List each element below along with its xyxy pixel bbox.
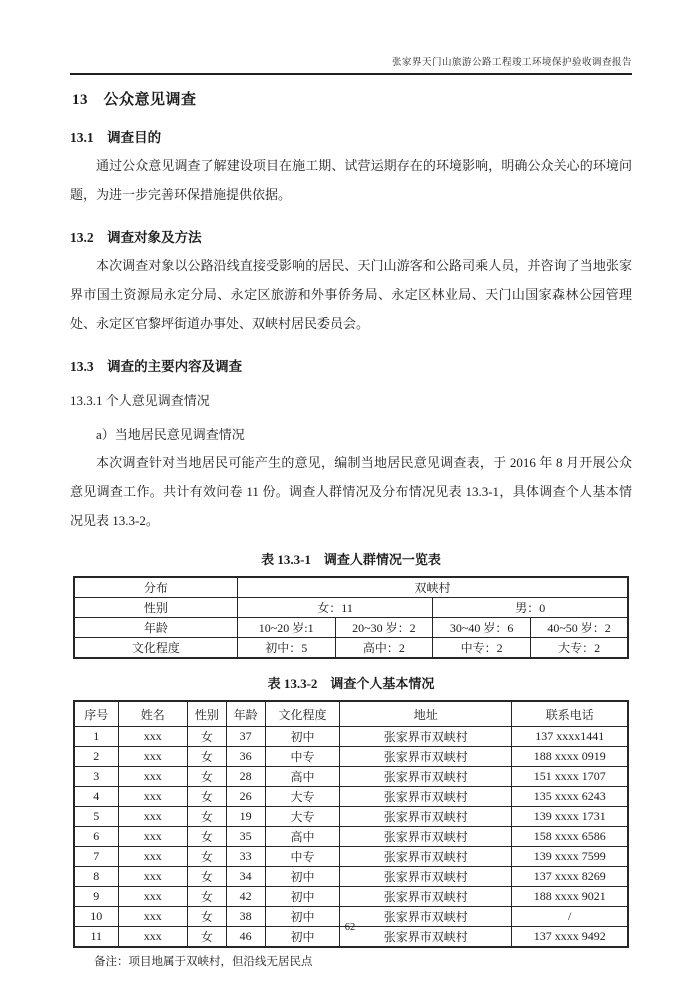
- table-cell: 9: [74, 887, 118, 907]
- table-cell: 1: [74, 727, 118, 747]
- subsection-heading-13-3-1: 13.3.1 个人意见调查情况: [70, 393, 210, 408]
- table-row: [74, 577, 628, 598]
- table-cell: 分布: [74, 577, 238, 598]
- page-number: 62: [344, 922, 356, 933]
- table-cell: 46: [226, 927, 265, 948]
- table-cell: 初中: [265, 867, 340, 887]
- table-13-3-1: [73, 576, 629, 659]
- table-cell: 中专：2: [433, 638, 531, 659]
- table-cell: 大专: [265, 787, 340, 807]
- table-cell: 张家界市双峡村: [340, 927, 512, 948]
- table-cell: 高中: [265, 827, 340, 847]
- table-cell: 女: [187, 747, 226, 767]
- page-header-title: 张家界天门山旅游公路工程竣工环境保护验收调查报告: [70, 54, 632, 75]
- table-cell: 初中: [265, 907, 340, 927]
- table-cell: 张家界市双峡村: [340, 827, 512, 847]
- table-cell: 137 xxxx1441: [512, 727, 628, 747]
- table-cell: 女: [187, 887, 226, 907]
- table-row: [74, 747, 628, 767]
- table-row: [74, 867, 628, 887]
- section-heading-13: 13 公众意见调查: [72, 92, 197, 108]
- table-cell: 33: [226, 847, 265, 867]
- table-row: [74, 847, 628, 867]
- table-cell: xxx: [118, 787, 187, 807]
- table-cell: 4: [74, 787, 118, 807]
- table-cell: 10~20 岁:1: [237, 618, 335, 638]
- table-cell: 26: [226, 787, 265, 807]
- table-cell: xxx: [118, 887, 187, 907]
- table-cell: 2: [74, 747, 118, 767]
- table-cell: 双峡村: [237, 577, 628, 598]
- table-cell: xxx: [118, 727, 187, 747]
- table-cell: xxx: [118, 867, 187, 887]
- table-row: [74, 598, 628, 618]
- table-cell: 137 xxxx 8269: [512, 867, 628, 887]
- table-row: [74, 727, 628, 747]
- table-cell: 40~50 岁：2: [530, 618, 628, 638]
- table-cell: 初中: [265, 927, 340, 948]
- paragraph-13-1: 通过公众意见调查了解建设项目在施工期、试营运期存在的环境影响，明确公众关心的环境问题，为进一步完善环保措施提供依据。: [70, 158, 632, 202]
- table-cell: 初中：5: [237, 638, 335, 659]
- table-cell: 30~40 岁：6: [433, 618, 531, 638]
- table-cell: 19: [226, 807, 265, 827]
- table-13-3-2-title: 表 13.3-2 调查个人基本情况: [267, 676, 435, 691]
- table-cell: 张家界市双峡村: [340, 747, 512, 767]
- table-cell: 28: [226, 767, 265, 787]
- table-cell: 男：0: [433, 598, 628, 618]
- table-cell: 36: [226, 747, 265, 767]
- table-cell: 11: [74, 927, 118, 948]
- table-cell: 张家界市双峡村: [340, 807, 512, 827]
- section-heading-13-2: 13.2 调查对象及方法: [70, 230, 202, 245]
- table-cell: 135 xxxx 6243: [512, 787, 628, 807]
- table-cell: 张家界市双峡村: [340, 787, 512, 807]
- table-cell: xxx: [118, 747, 187, 767]
- table-cell: 137 xxxx 9492: [512, 927, 628, 948]
- table-cell: 38: [226, 907, 265, 927]
- table-cell: 大专：2: [530, 638, 628, 659]
- table-cell: 8: [74, 867, 118, 887]
- table-cell: xxx: [118, 767, 187, 787]
- table-cell: 7: [74, 847, 118, 867]
- header-cell: 姓名: [118, 701, 187, 727]
- table-cell: 158 xxxx 6586: [512, 827, 628, 847]
- header-cell: 地址: [340, 701, 512, 727]
- table-row: [74, 807, 628, 827]
- table-row: [74, 787, 628, 807]
- table-cell: 张家界市双峡村: [340, 887, 512, 907]
- table-cell: 女: [187, 827, 226, 847]
- table-cell: 5: [74, 807, 118, 827]
- table-cell: 37: [226, 727, 265, 747]
- table-cell: 女: [187, 927, 226, 948]
- table-cell: xxx: [118, 907, 187, 927]
- table-cell: 张家界市双峡村: [340, 907, 512, 927]
- table-row: [74, 827, 628, 847]
- header-cell: 序号: [74, 701, 118, 727]
- table-cell: 女: [187, 847, 226, 867]
- table-row: [74, 618, 628, 638]
- table-cell: 女: [187, 907, 226, 927]
- table-cell: 20~30 岁：2: [335, 618, 433, 638]
- table-cell: 大专: [265, 807, 340, 827]
- table-cell: 35: [226, 827, 265, 847]
- table-cell: 139 xxxx 1731: [512, 807, 628, 827]
- table-cell: 3: [74, 767, 118, 787]
- table-cell: 女: [187, 807, 226, 827]
- table-header-row: [74, 701, 628, 727]
- table-cell: xxx: [118, 827, 187, 847]
- subsection-heading-a: a）当地居民意见调查情况: [96, 427, 245, 442]
- table-cell: 女: [187, 787, 226, 807]
- page-content: [70, 86, 632, 969]
- table-cell: xxx: [118, 927, 187, 948]
- header-cell: 文化程度: [265, 701, 340, 727]
- section-heading-13-1: 13.1 调查目的: [70, 130, 162, 145]
- table-cell: 女: [187, 727, 226, 747]
- table-13-3-1-title: 表 13.3-1 调查人群情况一览表: [261, 552, 441, 567]
- table-cell: 10: [74, 907, 118, 927]
- table-cell: 6: [74, 827, 118, 847]
- header-cell: 年龄: [226, 701, 265, 727]
- table-cell: xxx: [118, 807, 187, 827]
- header-cell: 联系电话: [512, 701, 628, 727]
- section-heading-13-3: 13.3 调查的主要内容及调查: [70, 359, 243, 374]
- table-row: [74, 638, 628, 659]
- table-cell: 初中: [265, 887, 340, 907]
- header-cell: 性别: [187, 701, 226, 727]
- table-cell: 女: [187, 767, 226, 787]
- table-cell: 张家界市双峡村: [340, 867, 512, 887]
- paragraph-13-2: 本次调查对象以公路沿线直接受影响的居民、天门山游客和公路司乘人员，并咨询了当地张家界市国土资源局永定分局、永定区旅游和外事侨务局、永定区林业局、天门山国家森林公园管理处、永定区官黎坪街道办事处、双峡村居民委员会。: [70, 258, 632, 331]
- table-cell: 高中：2: [335, 638, 433, 659]
- table-cell: 张家界市双峡村: [340, 727, 512, 747]
- table-cell: 文化程度: [74, 638, 238, 659]
- paragraph-13-3-1: 本次调查针对当地居民可能产生的意见，编制当地居民意见调查表，于 2016 年 8 月开展公众意见调查工作。共计有效问卷 11 份。调查人群情况及分布情况见表 13.3-1，具体调查个人基本情况见表 13.3-2。: [70, 455, 632, 528]
- table-cell: 151 xxxx 1707: [512, 767, 628, 787]
- table-cell: 188 xxxx 0919: [512, 747, 628, 767]
- table-cell: 性别: [74, 598, 238, 618]
- table-cell: 初中: [265, 727, 340, 747]
- table-cell: 34: [226, 867, 265, 887]
- table-cell: 张家界市双峡村: [340, 767, 512, 787]
- table-cell: 42: [226, 887, 265, 907]
- table-cell: 年龄: [74, 618, 238, 638]
- table-cell: 中专: [265, 847, 340, 867]
- table-cell: 高中: [265, 767, 340, 787]
- table-cell: xxx: [118, 847, 187, 867]
- table-cell: 188 xxxx 9021: [512, 887, 628, 907]
- table-13-3-2: [73, 700, 629, 948]
- table-row: [74, 887, 628, 907]
- table-cell: 中专: [265, 747, 340, 767]
- table-cell: /: [512, 907, 628, 927]
- table-note: 备注：项目地属于双峡村，但沿线无居民点: [94, 956, 313, 968]
- table-cell: 张家界市双峡村: [340, 847, 512, 867]
- table-row: [74, 767, 628, 787]
- table-cell: 女: [187, 867, 226, 887]
- table-cell: 139 xxxx 7599: [512, 847, 628, 867]
- table-cell: 女：11: [237, 598, 432, 618]
